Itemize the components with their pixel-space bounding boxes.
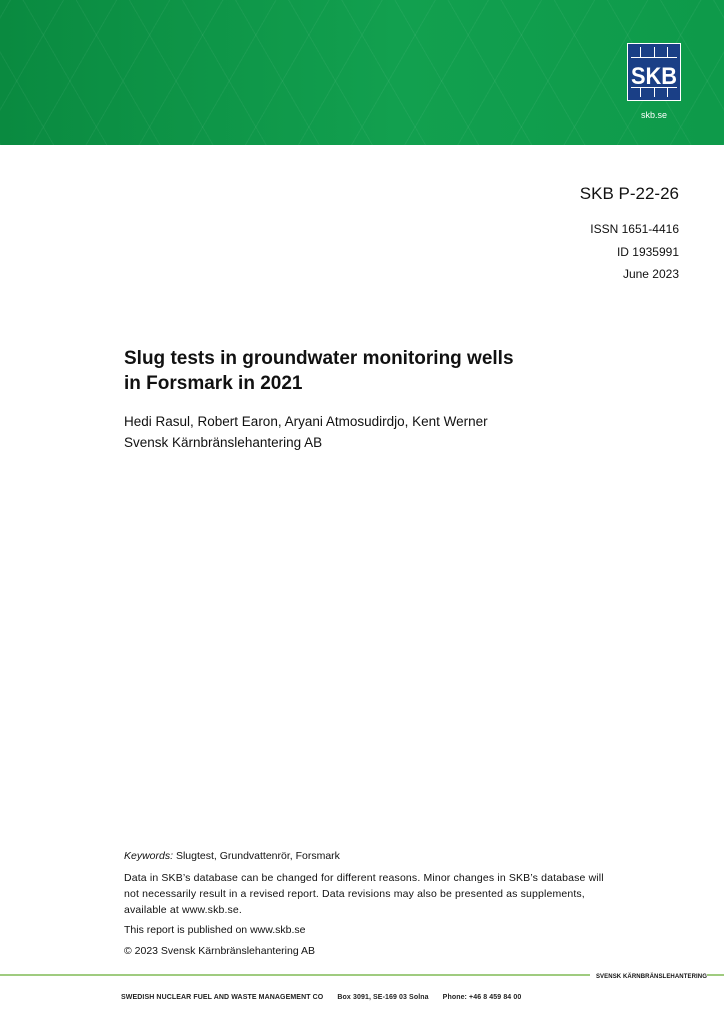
report-title: [124, 346, 644, 396]
document-id: ID 1935991: [616, 245, 679, 259]
issn: ISSN 1651-4416: [590, 222, 679, 236]
footer-org-name: SVENSK KÄRNBRÄNSLEHANTERING: [590, 973, 707, 982]
logo-text: SKB: [631, 63, 677, 90]
authors-block: [124, 411, 488, 453]
title-line-2: in Forsmark in 2021: [124, 373, 303, 394]
author-organization: Svensk Kärnbränslehantering AB: [124, 435, 323, 450]
disclaimer-line: not necessarily result in a revised report. Data revisions may also be presented as supplements,: [124, 888, 585, 900]
website-label[interactable]: skb.se: [640, 110, 667, 120]
footer-phone: Phone: +46 8 459 84 00: [442, 994, 522, 1001]
published-note: This report is published on www.skb.se: [124, 924, 306, 936]
disclaimer-line: available at www.skb.se.: [124, 904, 242, 916]
skb-logo: [627, 43, 681, 101]
header-banner: [0, 0, 724, 145]
copyright: © 2023 Svensk Kärnbränslehantering AB: [124, 945, 316, 957]
keywords: [124, 849, 684, 863]
author-names: Hedi Rasul, Robert Earon, Aryani Atmosudirdjo, Kent Werner: [124, 414, 488, 429]
keywords-value: Slugtest, Grundvattenrör, Forsmark: [175, 850, 340, 862]
report-number: SKB P-22-26: [579, 184, 679, 203]
data-disclaimer: [124, 870, 684, 918]
title-line-1: Slug tests in groundwater monitoring wells: [124, 348, 514, 369]
keywords-label: Keywords:: [124, 850, 174, 862]
info-block: [124, 849, 684, 958]
footer-company: SWEDISH NUCLEAR FUEL AND WASTE MANAGEMENT CO: [121, 994, 324, 1001]
publication-date: June 2023: [622, 267, 679, 281]
footer-street: Box 3091, SE-169 03 Solna: [337, 994, 429, 1001]
disclaimer-line: Data in SKB’s database can be changed for different reasons. Minor changes in SKB’s database will: [124, 872, 604, 884]
footer-address: [121, 994, 533, 1001]
